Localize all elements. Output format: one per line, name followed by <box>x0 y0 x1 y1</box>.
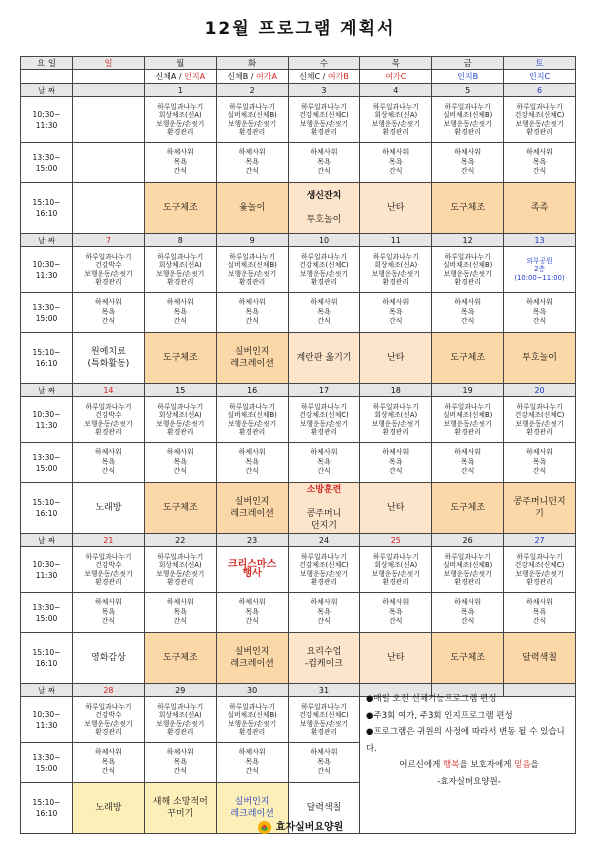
date-label: 날 짜 <box>21 534 73 547</box>
date-cell: 22 <box>144 534 216 547</box>
activity-cell: 난타 <box>360 183 432 234</box>
day-sat: 토 <box>504 57 576 70</box>
activity-cell: 난타 <box>360 483 432 534</box>
pm-cell: 하체사워 목욕 간식 <box>216 143 288 183</box>
activity-cell: 요리수업 -컵케이크 <box>288 633 360 684</box>
activity-time-label: 15:10~ 16:10 <box>21 183 73 234</box>
activity-cell: 투호놀이 <box>504 333 576 384</box>
date-cell: 13 <box>504 234 576 247</box>
activity-row <box>21 333 576 384</box>
date-cell: 29 <box>144 684 216 697</box>
day-fri: 금 <box>432 57 504 70</box>
activity-cell: 실버인지 레크레이션 <box>216 633 288 684</box>
date-cell: 30 <box>216 684 288 697</box>
activity-cell: 달력색칠 <box>288 783 360 834</box>
date-cell: 11 <box>360 234 432 247</box>
pm-time-label: 13:30~ 15:00 <box>21 143 73 183</box>
pm-cell: 하체사워 목욕 간식 <box>216 743 288 783</box>
am-cell <box>73 97 145 143</box>
activity-time-label: 15:10~ 16:10 <box>21 783 73 834</box>
am-row <box>21 247 576 293</box>
date-cell: 17 <box>288 384 360 397</box>
pm-cell: 하체사워 목욕 간식 <box>360 593 432 633</box>
footer-name: 효자실버요양원 <box>275 822 344 833</box>
date-cell: 19 <box>432 384 504 397</box>
day-thu: 목 <box>360 57 432 70</box>
activity-row <box>21 183 576 234</box>
date-cell: 16 <box>216 384 288 397</box>
note-2: ●주3회 여가, 주3회 인지프로그램 편성 <box>366 710 513 721</box>
pm-cell: 하체사워 목욕 간식 <box>360 443 432 483</box>
activity-cell: 노래방 <box>73 483 145 534</box>
date-row <box>21 534 576 547</box>
date-label: 날 짜 <box>21 684 73 697</box>
activity-cell: 소방훈련 콩주머니 던지기 <box>288 483 360 534</box>
am-cell: 하루일과나누기 건강박수 보행운동/손씻기 환경관리 <box>73 547 145 593</box>
date-cell: 5 <box>432 84 504 97</box>
pm-row <box>21 593 576 633</box>
date-cell: 3 <box>288 84 360 97</box>
pm-time-label: 13:30~ 15:00 <box>21 593 73 633</box>
pm-cell: 하체사워 목욕 간식 <box>288 293 360 333</box>
am-cell: 하루일과나누기 건강체조(신체C) 보행운동/손씻기 환경관리 <box>288 247 360 293</box>
activity-cell: 도구체조 <box>432 633 504 684</box>
pm-cell: 하체사워 목욕 간식 <box>432 593 504 633</box>
activity-cell: 도구체조 <box>432 333 504 384</box>
am-cell: 하루일과나누기 건강박수 보행운동/손씻기 환경관리 <box>73 397 145 443</box>
am-cell: 하루일과나누기 회상체조(신A) 보행운동/손씻기 환경관리 <box>144 97 216 143</box>
activity-cell: 실버인지 레크레이션 <box>216 783 288 834</box>
am-cell: 하루일과나누기 건강체조(신체C) 보행운동/손씻기 환경관리 <box>288 97 360 143</box>
date-label: 날 짜 <box>21 84 73 97</box>
pm-cell: 하체사워 목욕 간식 <box>504 143 576 183</box>
date-cell: 31 <box>288 684 360 697</box>
date-cell: 25 <box>360 534 432 547</box>
activity-row <box>21 633 576 684</box>
am-row <box>21 397 576 443</box>
date-cell: 20 <box>504 384 576 397</box>
program-type-row <box>21 70 576 84</box>
am-cell: 하루일과나누기 건강체조(신체C) 보행운동/손씻기 환경관리 <box>288 397 360 443</box>
am-cell: 하루일과나누기 회상체조(신A) 보행운동/손씻기 환경관리 <box>144 247 216 293</box>
pm-cell: 하체사워 목욕 간식 <box>216 293 288 333</box>
activity-time-label: 15:10~ 16:10 <box>21 333 73 384</box>
pm-cell: 하체사워 목욕 간식 <box>73 593 145 633</box>
date-row <box>21 384 576 397</box>
am-cell: 하루일과나누기 회상체조(신A) 보행운동/손씻기 환경관리 <box>144 397 216 443</box>
date-cell: 24 <box>288 534 360 547</box>
pm-cell: 하체사워 목욕 간식 <box>216 443 288 483</box>
pm-cell: 하체사워 목욕 간식 <box>216 593 288 633</box>
am-cell: 하루일과나누기 건강체조(신체C) 보행운동/손씻기 환경관리 <box>288 697 360 743</box>
activity-cell: 실버인지 레크레이션 <box>216 333 288 384</box>
pm-cell: 하체사워 목욕 간식 <box>288 743 360 783</box>
activity-cell: 도구체조 <box>144 633 216 684</box>
am-row <box>21 547 576 593</box>
am-cell: 하루일과나누기 건강체조(신체C) 보행운동/손씻기 환경관리 <box>504 397 576 443</box>
weekday-label: 요 일 <box>21 57 73 70</box>
pm-row <box>21 143 576 183</box>
am-time-label: 10:30~ 11:30 <box>21 97 73 143</box>
activity-cell: 달력색칠 <box>504 633 576 684</box>
date-cell: 27 <box>504 534 576 547</box>
pm-time-label: 13:30~ 15:00 <box>21 443 73 483</box>
activity-cell: 족족 <box>504 183 576 234</box>
am-cell: 크리스마스 행사 <box>216 547 288 593</box>
date-cell: 6 <box>504 84 576 97</box>
pm-row <box>21 293 576 333</box>
day-mon: 월 <box>144 57 216 70</box>
org-name: -효자실버요양원- <box>437 776 501 787</box>
am-cell: 하루일과나누기 회상체조(신A) 보행운동/손씻기 환경관리 <box>144 547 216 593</box>
activity-cell <box>73 183 145 234</box>
date-label: 날 짜 <box>21 384 73 397</box>
activity-cell: 도구체조 <box>432 483 504 534</box>
program-type-thu: 여가C <box>360 70 432 84</box>
logo-icon <box>257 820 272 835</box>
date-cell: 18 <box>360 384 432 397</box>
date-cell: 15 <box>144 384 216 397</box>
activity-cell: 도구체조 <box>144 333 216 384</box>
pm-cell: 하체사워 목욕 간식 <box>504 443 576 483</box>
activity-cell: 난타 <box>360 633 432 684</box>
am-cell: 하루일과나누기 건강체조(신체C) 보행운동/손씻기 환경관리 <box>504 97 576 143</box>
date-cell: 21 <box>73 534 145 547</box>
day-wed: 수 <box>288 57 360 70</box>
date-cell: 23 <box>216 534 288 547</box>
activity-cell: 도구체조 <box>144 183 216 234</box>
note-1: ●매일 오전 신체기능프로그램 편성 <box>366 694 497 704</box>
program-type-sat: 인지C <box>504 70 576 84</box>
pm-cell: 하체사워 목욕 간식 <box>288 443 360 483</box>
date-cell: 9 <box>216 234 288 247</box>
am-cell: 하루일과나누기 실버체조(신체B) 보행운동/손씻기 환경관리 <box>216 247 288 293</box>
pm-row <box>21 443 576 483</box>
pm-cell: 하체사워 목욕 간식 <box>432 143 504 183</box>
am-cell: 외부공원 2층 (10:00~11:00) <box>504 247 576 293</box>
date-cell: 26 <box>432 534 504 547</box>
activity-time-label: 15:10~ 16:10 <box>21 483 73 534</box>
am-cell: 하루일과나누기 회상체조(신A) 보행운동/손씻기 환경관리 <box>360 97 432 143</box>
am-cell: 하루일과나누기 실버체조(신체B) 보행운동/손씻기 환경관리 <box>216 697 288 743</box>
pm-cell: 하체사워 목욕 간식 <box>73 743 145 783</box>
date-row <box>21 234 576 247</box>
pm-cell: 하체사워 목욕 간식 <box>288 593 360 633</box>
date-cell: 8 <box>144 234 216 247</box>
am-time-label: 10:30~ 11:30 <box>21 697 73 743</box>
activity-cell: 계란판 옮기기 <box>288 333 360 384</box>
am-cell: 하루일과나누기 실버체조(신체B) 보행운동/손씻기 환경관리 <box>432 547 504 593</box>
pm-cell: 하체사워 목욕 간식 <box>360 293 432 333</box>
program-type-tue: 신체B / 여가A <box>216 70 288 84</box>
am-cell: 하루일과나누기 건강박수 보행운동/손씻기 환경관리 <box>73 247 145 293</box>
am-cell: 하루일과나누기 실버체조(신체B) 보행운동/손씻기 환경관리 <box>216 397 288 443</box>
activity-cell: 도구체조 <box>432 183 504 234</box>
activity-row <box>21 483 576 534</box>
activity-time-label: 15:10~ 16:10 <box>21 633 73 684</box>
date-cell <box>73 84 145 97</box>
date-label: 날 짜 <box>21 234 73 247</box>
notes-box <box>366 691 572 790</box>
day-tue: 화 <box>216 57 288 70</box>
activity-cell: 난타 <box>360 333 432 384</box>
pm-cell: 하체사워 목욕 간식 <box>144 743 216 783</box>
pm-time-label: 13:30~ 15:00 <box>21 743 73 783</box>
am-cell: 하루일과나누기 건강박수 보행운동/손씻기 환경관리 <box>73 697 145 743</box>
am-time-label: 10:30~ 11:30 <box>21 547 73 593</box>
pm-cell: 하체사워 목욕 간식 <box>504 293 576 333</box>
am-cell: 하루일과나누기 건강체조(신체C) 보행운동/손씻기 환경관리 <box>288 547 360 593</box>
program-type-fri: 인지B <box>432 70 504 84</box>
am-time-label: 10:30~ 11:30 <box>21 397 73 443</box>
pm-cell: 하체사워 목욕 간식 <box>144 293 216 333</box>
note-3: ●프로그램은 귀원의 사정에 따라서 변동 될 수 있습니다. <box>366 727 565 754</box>
day-sun: 일 <box>73 57 145 70</box>
activity-cell: 도구체조 <box>144 483 216 534</box>
motto: 어르신에게 행복을 보호자에게 믿음을 <box>399 760 539 770</box>
pm-cell: 하체사워 목욕 간식 <box>432 293 504 333</box>
activity-cell: 새해 소망적어 꾸미기 <box>144 783 216 834</box>
pm-cell: 하체사워 목욕 간식 <box>360 143 432 183</box>
activity-cell: 윷놀이 <box>216 183 288 234</box>
date-cell: 7 <box>73 234 145 247</box>
date-row <box>21 84 576 97</box>
date-cell: 4 <box>360 84 432 97</box>
activity-cell: 생신잔치 투호놀이 <box>288 183 360 234</box>
activity-cell: 콩주머니던지 기 <box>504 483 576 534</box>
pm-cell: 하체사워 목욕 간식 <box>432 443 504 483</box>
activity-cell: 영화감상 <box>73 633 145 684</box>
am-cell: 하루일과나누기 회상체조(신A) 보행운동/손씻기 환경관리 <box>144 697 216 743</box>
activity-cell: 원예치료 (특화활동) <box>73 333 145 384</box>
am-cell: 하루일과나누기 실버체조(신체B) 보행운동/손씻기 환경관리 <box>216 97 288 143</box>
date-cell: 14 <box>73 384 145 397</box>
am-cell: 하루일과나누기 회상체조(신A) 보행운동/손씻기 환경관리 <box>360 547 432 593</box>
program-type-wed: 신체C / 여가B <box>288 70 360 84</box>
program-type-mon: 신체A / 인지A <box>144 70 216 84</box>
am-cell: 하루일과나누기 실버체조(신체B) 보행운동/손씻기 환경관리 <box>432 247 504 293</box>
am-row <box>21 97 576 143</box>
am-cell: 하루일과나누기 회상체조(신A) 보행운동/손씻기 환경관리 <box>360 247 432 293</box>
am-cell: 하루일과나누기 실버체조(신체B) 보행운동/손씻기 환경관리 <box>432 397 504 443</box>
footer <box>0 818 600 835</box>
date-cell: 28 <box>73 684 145 697</box>
am-time-label: 10:30~ 11:30 <box>21 247 73 293</box>
am-cell: 하루일과나누기 회상체조(신A) 보행운동/손씻기 환경관리 <box>360 397 432 443</box>
pm-cell: 하체사워 목욕 간식 <box>144 443 216 483</box>
am-cell: 하루일과나누기 건강체조(신체C) 보행운동/손씻기 환경관리 <box>504 547 576 593</box>
date-cell: 2 <box>216 84 288 97</box>
pm-cell: 하체사워 목욕 간식 <box>144 143 216 183</box>
activity-cell: 실버인지 레크레이션 <box>216 483 288 534</box>
pm-cell: 하체사워 목욕 간식 <box>504 593 576 633</box>
pm-time-label: 13:30~ 15:00 <box>21 293 73 333</box>
pm-cell: 하체사워 목욕 간식 <box>144 593 216 633</box>
date-cell: 10 <box>288 234 360 247</box>
date-cell: 1 <box>144 84 216 97</box>
pm-cell: 하체사워 목욕 간식 <box>73 443 145 483</box>
page-title: 12월 프로그램 계획서 <box>204 19 396 39</box>
date-cell: 12 <box>432 234 504 247</box>
pm-cell: 하체사워 목욕 간식 <box>73 293 145 333</box>
activity-cell: 노래방 <box>73 783 145 834</box>
weekday-header-row <box>21 57 576 70</box>
pm-cell <box>73 143 145 183</box>
am-cell: 하루일과나누기 실버체조(신체B) 보행운동/손씻기 환경관리 <box>432 97 504 143</box>
pm-cell: 하체사워 목욕 간식 <box>288 143 360 183</box>
